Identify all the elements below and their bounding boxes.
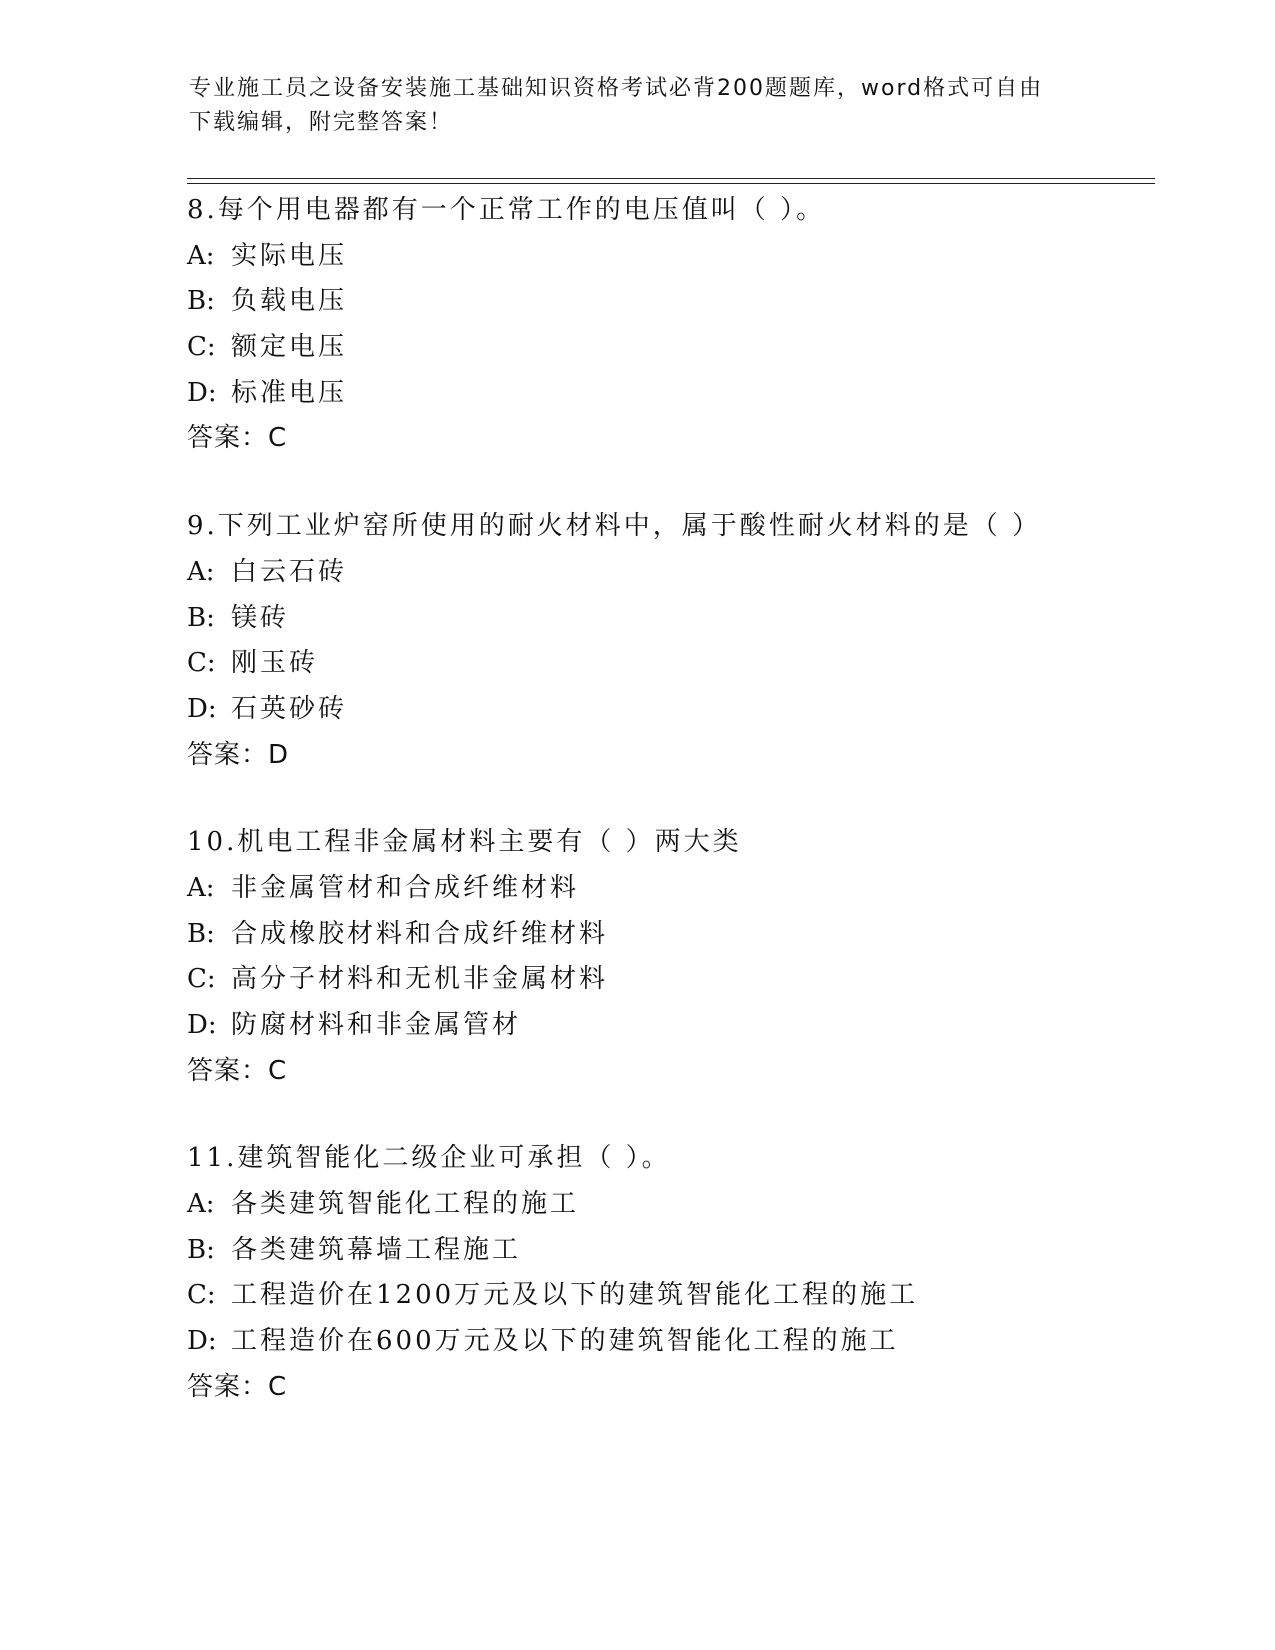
option-letter: A:	[187, 240, 215, 271]
question-11	[187, 1136, 1147, 1410]
option-text: 石英砂砖	[231, 693, 348, 724]
option-letter: B:	[187, 286, 215, 317]
option-text: 工程造价在600万元及以下的建筑智能化工程的施工	[231, 1326, 899, 1357]
option-d	[187, 371, 1147, 417]
answer-line: 答案：D	[187, 739, 290, 770]
option-text: 负载电压	[231, 286, 348, 317]
question-8	[187, 188, 1147, 462]
option-letter: D:	[187, 1326, 217, 1357]
option-b	[187, 279, 1147, 325]
option-text: 标准电压	[231, 377, 348, 408]
option-text: 合成橡胶材料和合成纤维材料	[231, 918, 609, 949]
option-d	[187, 687, 1147, 733]
option-text: 防腐材料和非金属管材	[231, 1010, 522, 1040]
option-text: 刚玉砖	[231, 648, 319, 679]
question-stem: 10.机电工程非金属材料主要有（ ）两大类	[187, 827, 742, 858]
document-header	[189, 72, 1069, 140]
option-a	[187, 866, 1147, 912]
option-letter: C:	[187, 648, 216, 679]
option-text: 白云石砖	[231, 556, 348, 587]
option-b	[187, 912, 1147, 958]
option-text: 非金属管材和合成纤维材料	[231, 872, 580, 903]
option-d	[187, 1319, 1147, 1365]
option-text: 镁砖	[231, 602, 290, 633]
option-letter: A:	[187, 1189, 215, 1220]
option-b	[187, 1228, 1147, 1274]
option-letter: D:	[187, 377, 217, 408]
option-letter: B:	[187, 1234, 215, 1265]
question-9	[187, 504, 1147, 778]
option-c	[187, 957, 1147, 1003]
option-text: 工程造价在1200万元及以下的建筑智能化工程的施工	[231, 1280, 919, 1311]
option-text: 各类建筑幕墙工程施工	[231, 1234, 522, 1265]
question-list	[187, 188, 1147, 1453]
option-text: 各类建筑智能化工程的施工	[231, 1189, 580, 1220]
option-c	[187, 1273, 1147, 1319]
question-10	[187, 820, 1147, 1094]
header-divider-bottom	[187, 183, 1155, 184]
question-stem: 11.建筑智能化二级企业可承担（ ）。	[187, 1143, 671, 1174]
option-letter: A:	[187, 872, 215, 903]
answer-line: 答案：C	[187, 1055, 288, 1086]
option-text: 实际电压	[231, 240, 348, 271]
option-c	[187, 641, 1147, 687]
option-c	[187, 325, 1147, 371]
header-divider-top	[187, 178, 1155, 179]
option-b	[187, 596, 1147, 642]
option-letter: C:	[187, 964, 216, 995]
option-a	[187, 1182, 1147, 1228]
option-letter: B:	[187, 918, 215, 949]
header-line-2: 下载编辑，附完整答案！	[189, 110, 454, 135]
question-stem: 9.下列工业炉窑所使用的耐火材料中，属于酸性耐火材料的是（ ）	[187, 511, 1042, 542]
option-a	[187, 550, 1147, 596]
option-letter: D:	[187, 693, 217, 724]
question-stem: 8.每个用电器都有一个正常工作的电压值叫（ ）。	[187, 195, 826, 225]
header-line-1: 专业施工员之设备安装施工基础知识资格考试必背200题题库，word格式可自由	[189, 76, 1044, 101]
option-letter: C:	[187, 1280, 216, 1311]
option-letter: B:	[187, 602, 215, 633]
option-text: 高分子材料和无机非金属材料	[231, 964, 609, 995]
answer-line: 答案：C	[187, 1371, 288, 1402]
option-d	[187, 1003, 1147, 1049]
option-text: 额定电压	[231, 332, 348, 363]
option-letter: D:	[187, 1010, 217, 1040]
option-letter: C:	[187, 332, 216, 363]
answer-line: 答案：C	[187, 423, 288, 454]
option-a	[187, 234, 1147, 280]
option-letter: A:	[187, 556, 215, 587]
